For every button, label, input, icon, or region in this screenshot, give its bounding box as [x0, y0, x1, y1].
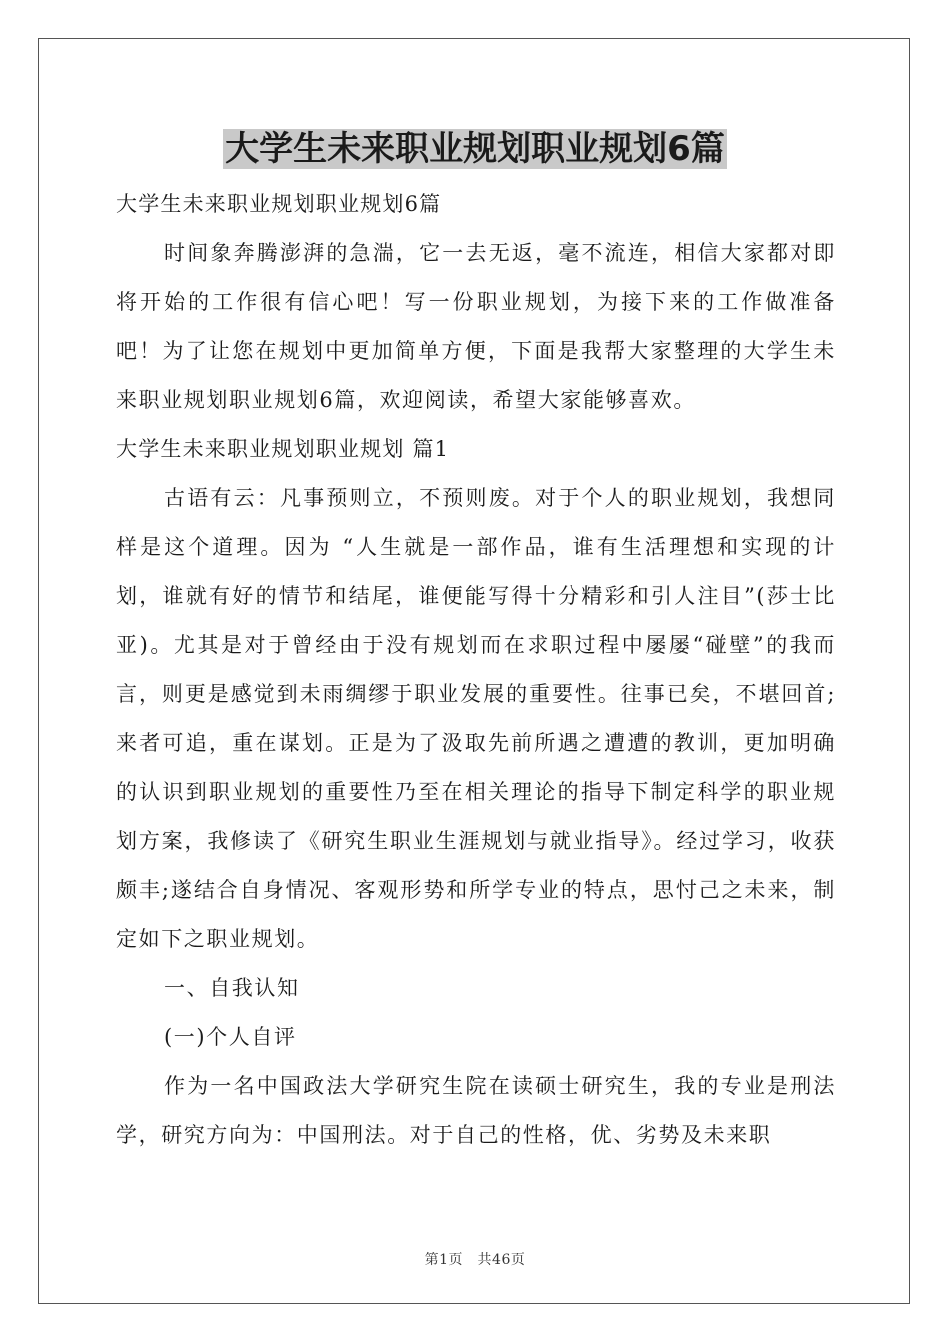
- page-number: 第1页 共46页: [424, 1252, 526, 1268]
- document-body: [116, 180, 836, 1160]
- document-title: [0, 127, 950, 171]
- section-heading-part1: 大学生未来职业规划职业规划 篇1: [116, 437, 450, 461]
- body-paragraph: 古语有云：凡事预则立，不预则废。对于个人的职业规划，我想同样是这个道理。因为 “人生就是一部作品，谁有生活理想和实现的计划，谁就有好的情节和结尾，谁便能写得十分精彩和引人注目”(莎士比亚)。尤其是对于曾经由于没有规划而在求职过程中屡屡“碰壁”的我而言，则更是感觉到未雨绸缪于职业发展的重要性。往事已矣，不堪回首;来者可追，重在谋划。正是为了汲取先前所遇之遭遭的教训，更加明确的认识到职业规划的重要性乃至在相关理论的指导下制定科学的职业规划方案，我修读了《研究生职业生涯规划与就业指导》。经过学习，收获颇丰;遂结合自身情况、客观形势和所学专业的特点，思忖己之未来，制定如下之职业规划。: [116, 486, 836, 951]
- body-paragraph: 作为一名中国政法大学研究生院在读硕士研究生，我的专业是刑法学，研究方向为：中国刑法。对于自己的性格，优、劣势及未来职: [116, 1074, 836, 1147]
- document-title-text: 大学生未来职业规划职业规划6篇: [225, 129, 725, 169]
- intro-paragraph: 时间象奔腾澎湃的急湍，它一去无返，毫不流连，相信大家都对即将开始的工作很有信心吧！写一份职业规划，为接下来的工作做准备吧！为了让您在规划中更加简单方便，下面是我帮大家整理的大学生未来职业规划职业规划6篇，欢迎阅读，希望大家能够喜欢。: [116, 241, 836, 412]
- subsection-heading-self-evaluation: (一)个人自评: [164, 1025, 297, 1049]
- section-heading-self-awareness: 一、自我认知: [164, 976, 300, 1000]
- document-subtitle: 大学生未来职业规划职业规划6篇: [116, 192, 442, 216]
